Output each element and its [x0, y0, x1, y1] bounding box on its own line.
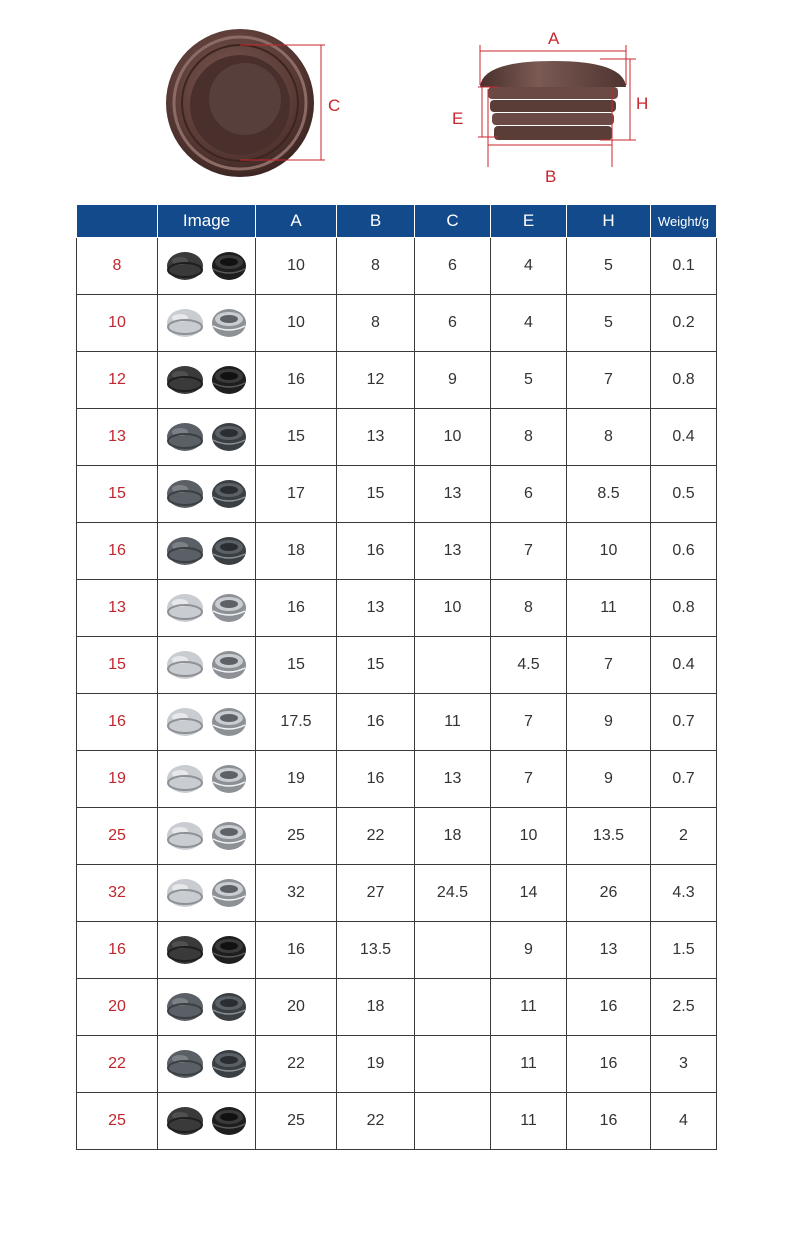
- cap-top-image: [166, 29, 314, 177]
- cell-c: [415, 979, 491, 1036]
- cell-a: 25: [256, 808, 337, 865]
- cap-dome-icon: [165, 477, 205, 511]
- table-row: [77, 523, 717, 580]
- cell-size: 19: [77, 751, 158, 808]
- cell-e: 4: [491, 238, 567, 295]
- table-row: [77, 1036, 717, 1093]
- cell-image: [158, 1093, 256, 1150]
- cell-b: 13: [337, 409, 415, 466]
- header-e: E: [491, 205, 567, 238]
- cap-dome-icon: [165, 648, 205, 682]
- cell-c: 10: [415, 580, 491, 637]
- cell-c: 13: [415, 466, 491, 523]
- cell-e: 11: [491, 1093, 567, 1150]
- cell-e: 7: [491, 751, 567, 808]
- cap-dome-icon: [165, 534, 205, 568]
- cell-e: 8: [491, 409, 567, 466]
- cap-dome-icon: [165, 933, 205, 967]
- cell-e: 4: [491, 295, 567, 352]
- cell-weight: 4: [651, 1093, 717, 1150]
- table-row: [77, 409, 717, 466]
- cell-size: 25: [77, 1093, 158, 1150]
- cell-h: 5: [567, 238, 651, 295]
- table-header-row: [77, 205, 717, 238]
- cell-a: 10: [256, 295, 337, 352]
- table-row: [77, 637, 717, 694]
- cell-h: 26: [567, 865, 651, 922]
- cell-weight: 2.5: [651, 979, 717, 1036]
- cell-h: 13: [567, 922, 651, 979]
- cell-image: [158, 523, 256, 580]
- cell-a: 19: [256, 751, 337, 808]
- cap-dome-icon: [165, 762, 205, 796]
- cell-e: 11: [491, 1036, 567, 1093]
- cell-h: 16: [567, 1093, 651, 1150]
- cell-e: 14: [491, 865, 567, 922]
- cell-c: 10: [415, 409, 491, 466]
- cell-weight: 0.7: [651, 751, 717, 808]
- cell-a: 16: [256, 352, 337, 409]
- cap-shank-icon: [209, 819, 249, 853]
- cell-size: 22: [77, 1036, 158, 1093]
- cell-a: 10: [256, 238, 337, 295]
- cap-shank-icon: [209, 534, 249, 568]
- cap-dome-icon: [165, 420, 205, 454]
- cell-a: 17.5: [256, 694, 337, 751]
- cell-e: 11: [491, 979, 567, 1036]
- cell-a: 15: [256, 637, 337, 694]
- cell-weight: 3: [651, 1036, 717, 1093]
- table-row: [77, 295, 717, 352]
- cap-shank-icon: [209, 1047, 249, 1081]
- header-a: A: [256, 205, 337, 238]
- table-row: [77, 694, 717, 751]
- cell-size: 13: [77, 580, 158, 637]
- cell-weight: 0.4: [651, 409, 717, 466]
- cap-dome-icon: [165, 363, 205, 397]
- cell-h: 7: [567, 637, 651, 694]
- cell-e: 7: [491, 694, 567, 751]
- cap-dome-icon: [165, 591, 205, 625]
- cell-h: 10: [567, 523, 651, 580]
- dimension-c-label: C: [328, 96, 341, 115]
- cap-shank-icon: [209, 363, 249, 397]
- cap-shank-icon: [209, 648, 249, 682]
- cap-side-view-diagram: [440, 25, 670, 195]
- cell-e: 4.5: [491, 637, 567, 694]
- cell-weight: 2: [651, 808, 717, 865]
- cell-e: 5: [491, 352, 567, 409]
- cell-a: 17: [256, 466, 337, 523]
- cell-image: [158, 979, 256, 1036]
- table-row: [77, 865, 717, 922]
- dimension-b-label: B: [545, 167, 557, 186]
- cell-size: 16: [77, 523, 158, 580]
- cell-c: 6: [415, 295, 491, 352]
- cell-size: 16: [77, 694, 158, 751]
- header-weight: Weight/g: [651, 205, 717, 238]
- cell-image: [158, 580, 256, 637]
- cell-image: [158, 637, 256, 694]
- cell-size: 12: [77, 352, 158, 409]
- table-row: [77, 751, 717, 808]
- cap-dome-icon: [165, 306, 205, 340]
- cell-a: 20: [256, 979, 337, 1036]
- cell-image: [158, 409, 256, 466]
- cap-dome-icon: [165, 876, 205, 910]
- cell-b: 16: [337, 694, 415, 751]
- cell-size: 25: [77, 808, 158, 865]
- table-body: [77, 238, 717, 1150]
- cell-image: [158, 352, 256, 409]
- dimension-e-label: E: [452, 109, 464, 128]
- cell-h: 16: [567, 979, 651, 1036]
- cell-b: 22: [337, 1093, 415, 1150]
- cell-h: 8: [567, 409, 651, 466]
- cap-shank-icon: [209, 762, 249, 796]
- cap-dome-icon: [165, 819, 205, 853]
- cell-size: 8: [77, 238, 158, 295]
- cap-shank-icon: [209, 990, 249, 1024]
- cell-weight: 0.8: [651, 352, 717, 409]
- header-image: Image: [158, 205, 256, 238]
- spec-table: [76, 204, 717, 1150]
- cell-size: 13: [77, 409, 158, 466]
- cap-dome-icon: [165, 249, 205, 283]
- cell-h: 11: [567, 580, 651, 637]
- cell-weight: 1.5: [651, 922, 717, 979]
- cell-c: 13: [415, 751, 491, 808]
- cell-e: 8: [491, 580, 567, 637]
- header-h: H: [567, 205, 651, 238]
- table-row: [77, 922, 717, 979]
- cap-shank-icon: [209, 876, 249, 910]
- cell-image: [158, 295, 256, 352]
- cell-size: 15: [77, 637, 158, 694]
- cell-c: 11: [415, 694, 491, 751]
- cell-image: [158, 922, 256, 979]
- cell-c: 24.5: [415, 865, 491, 922]
- cell-weight: 0.2: [651, 295, 717, 352]
- cell-e: 7: [491, 523, 567, 580]
- cell-image: [158, 1036, 256, 1093]
- table-row: [77, 1093, 717, 1150]
- cell-b: 13.5: [337, 922, 415, 979]
- cell-a: 16: [256, 580, 337, 637]
- cell-b: 16: [337, 523, 415, 580]
- cell-c: 18: [415, 808, 491, 865]
- cell-size: 15: [77, 466, 158, 523]
- cell-h: 9: [567, 694, 651, 751]
- cell-weight: 0.5: [651, 466, 717, 523]
- cell-a: 25: [256, 1093, 337, 1150]
- cell-a: 22: [256, 1036, 337, 1093]
- cap-shank-icon: [209, 933, 249, 967]
- cell-e: 6: [491, 466, 567, 523]
- cell-weight: 0.6: [651, 523, 717, 580]
- cell-image: [158, 808, 256, 865]
- dimension-h-label: H: [636, 94, 649, 113]
- cell-image: [158, 466, 256, 523]
- cell-b: 12: [337, 352, 415, 409]
- cell-e: 10: [491, 808, 567, 865]
- cap-shank-icon: [209, 249, 249, 283]
- cell-b: 15: [337, 466, 415, 523]
- cap-shank-icon: [209, 1104, 249, 1138]
- cap-dome-icon: [165, 705, 205, 739]
- cell-h: 8.5: [567, 466, 651, 523]
- cell-c: 9: [415, 352, 491, 409]
- cell-h: 5: [567, 295, 651, 352]
- cap-dome-icon: [165, 1047, 205, 1081]
- cap-shank-icon: [209, 477, 249, 511]
- cap-side-image: [480, 61, 626, 140]
- table-row: [77, 238, 717, 295]
- cell-h: 9: [567, 751, 651, 808]
- cell-c: [415, 637, 491, 694]
- cell-size: 32: [77, 865, 158, 922]
- cap-shank-icon: [209, 591, 249, 625]
- cap-shank-icon: [209, 306, 249, 340]
- cell-weight: 0.7: [651, 694, 717, 751]
- cell-a: 15: [256, 409, 337, 466]
- cell-c: 13: [415, 523, 491, 580]
- cell-weight: 0.1: [651, 238, 717, 295]
- cell-c: 6: [415, 238, 491, 295]
- cell-image: [158, 238, 256, 295]
- cap-shank-icon: [209, 705, 249, 739]
- header-b: B: [337, 205, 415, 238]
- table-row: [77, 979, 717, 1036]
- cell-e: 9: [491, 922, 567, 979]
- cell-b: 22: [337, 808, 415, 865]
- cell-a: 18: [256, 523, 337, 580]
- table-row: [77, 466, 717, 523]
- cell-weight: 0.4: [651, 637, 717, 694]
- cell-size: 20: [77, 979, 158, 1036]
- table-row: [77, 808, 717, 865]
- cell-size: 10: [77, 295, 158, 352]
- cell-b: 16: [337, 751, 415, 808]
- cell-c: [415, 1093, 491, 1150]
- cell-b: 8: [337, 238, 415, 295]
- cell-weight: 0.8: [651, 580, 717, 637]
- cell-size: 16: [77, 922, 158, 979]
- header-size: [77, 205, 158, 238]
- dimension-a-label: A: [548, 29, 560, 48]
- cell-h: 13.5: [567, 808, 651, 865]
- cap-shank-icon: [209, 420, 249, 454]
- cell-image: [158, 694, 256, 751]
- cell-b: 19: [337, 1036, 415, 1093]
- cap-dome-icon: [165, 1104, 205, 1138]
- cell-c: [415, 1036, 491, 1093]
- table-row: [77, 352, 717, 409]
- cell-a: 32: [256, 865, 337, 922]
- cap-dome-icon: [165, 990, 205, 1024]
- cell-c: [415, 922, 491, 979]
- cell-h: 7: [567, 352, 651, 409]
- cell-weight: 4.3: [651, 865, 717, 922]
- cap-top-view-diagram: [155, 25, 365, 195]
- cell-a: 16: [256, 922, 337, 979]
- cell-b: 15: [337, 637, 415, 694]
- cell-b: 18: [337, 979, 415, 1036]
- cell-image: [158, 865, 256, 922]
- cell-b: 13: [337, 580, 415, 637]
- header-c: C: [415, 205, 491, 238]
- cell-b: 27: [337, 865, 415, 922]
- cell-h: 16: [567, 1036, 651, 1093]
- cell-image: [158, 751, 256, 808]
- table-row: [77, 580, 717, 637]
- cell-b: 8: [337, 295, 415, 352]
